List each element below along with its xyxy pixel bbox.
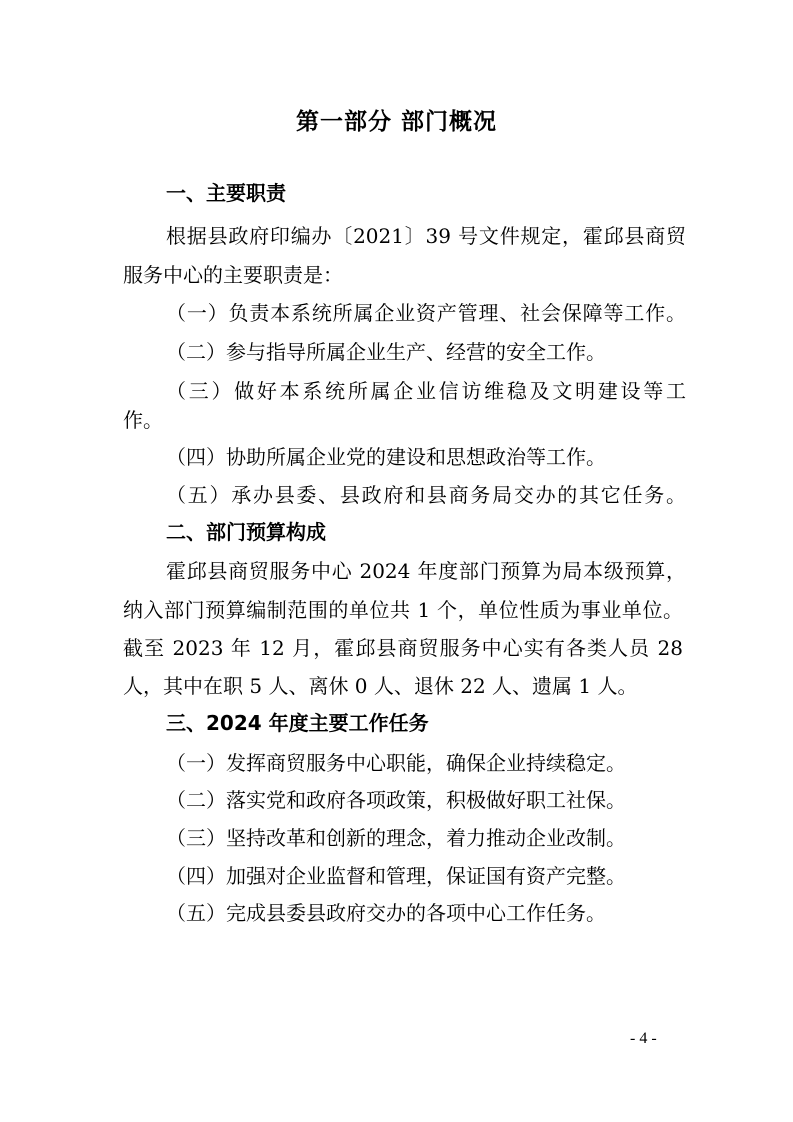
paragraph-line: 人，其中在职 5 人、离休 0 人、退休 22 人、遗属 1 人。 [123, 674, 638, 698]
page-title: 第一部分 部门概况 [295, 109, 497, 135]
paragraph-line: 服务中心的主要职责是： [123, 263, 343, 287]
duty-item: （三）做好本系统所属企业信访维稳及文明建设等工 [166, 379, 686, 403]
section-heading-budget-structure: 二、部门预算构成 [166, 520, 326, 544]
task-item: （三）坚持改革和创新的理念，着力推动企业改制。 [166, 826, 626, 850]
duty-item: （五）承办县委、县政府和县商务局交办的其它任务。 [166, 483, 686, 507]
section-heading-main-duties: 一、主要职责 [166, 181, 286, 205]
duty-item: （一）负责本系统所属企业资产管理、社会保障等工作。 [166, 301, 686, 325]
paragraph-line: 纳入部门预算编制范围的单位共 1 个，单位性质为事业单位。 [123, 598, 683, 622]
duty-item-continuation: 作。 [123, 408, 163, 432]
task-item: （五）完成县委县政府交办的各项中心工作任务。 [166, 901, 606, 925]
section-heading-work-tasks: 三、2024 年度主要工作任务 [166, 711, 429, 735]
duty-item: （四）协助所属企业党的建设和思想政治等工作。 [166, 445, 606, 469]
paragraph-line: 根据县政府印编办〔2021〕39 号文件规定，霍邱县商贸 [166, 224, 686, 248]
paragraph-line: 霍邱县商贸服务中心 2024 年度部门预算为局本级预算， [166, 559, 686, 583]
task-item: （二）落实党和政府各项政策，积极做好职工社保。 [166, 788, 626, 812]
page-number: - 4 - [630, 1030, 657, 1047]
duty-item: （二）参与指导所属企业生产、经营的安全工作。 [166, 340, 606, 364]
task-item: （一）发挥商贸服务中心职能，确保企业持续稳定。 [166, 751, 626, 775]
paragraph-line: 截至 2023 年 12 月，霍邱县商贸服务中心实有各类人员 28 [123, 636, 683, 660]
task-item: （四）加强对企业监督和管理，保证国有资产完整。 [166, 864, 626, 888]
